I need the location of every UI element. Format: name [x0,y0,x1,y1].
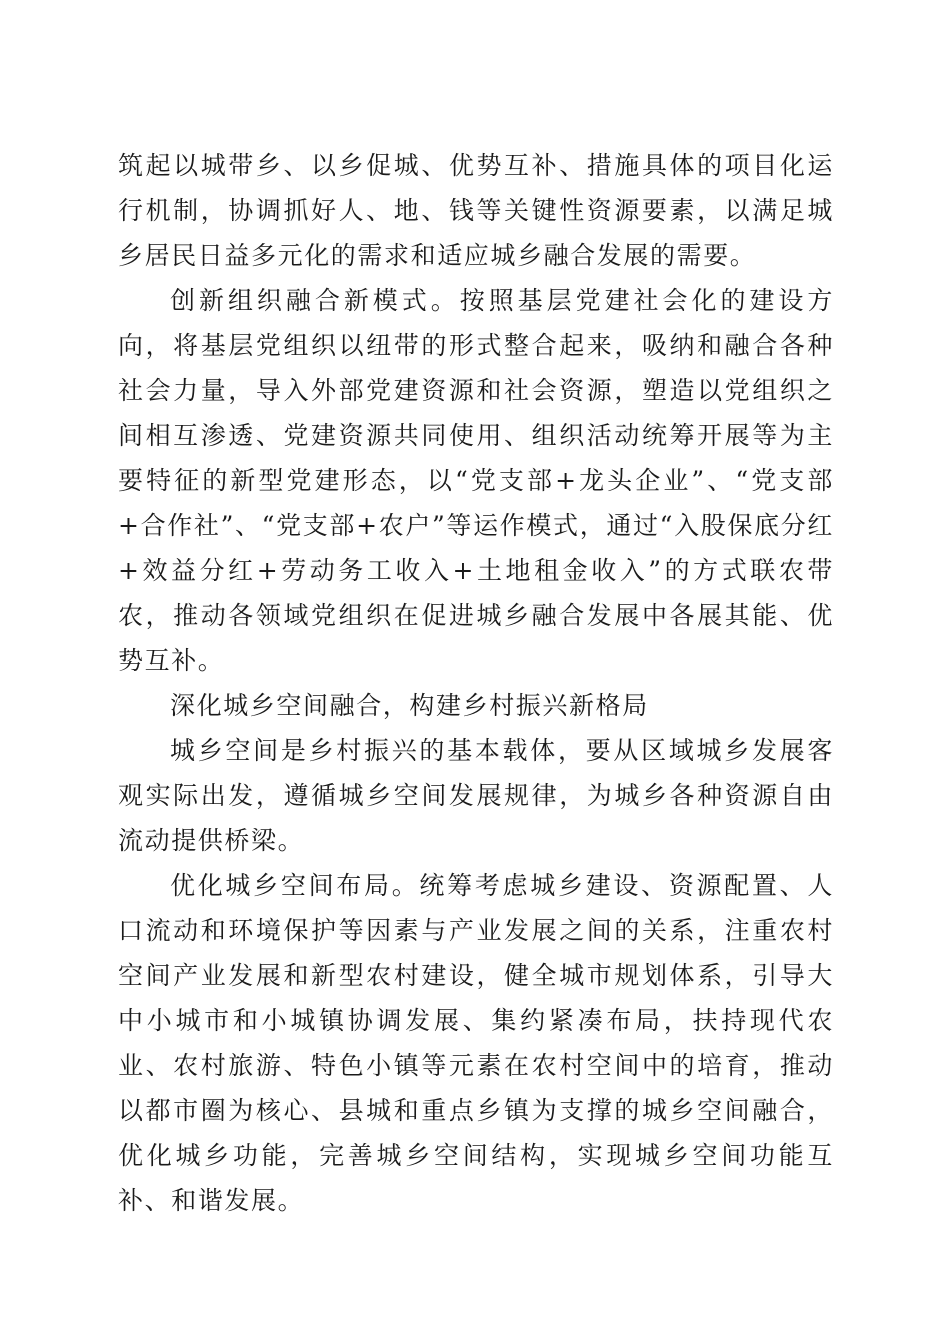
section-heading-spatial-integration: 深化城乡空间融合，构建乡村振兴新格局 [170,691,649,720]
paragraph-organization-integration: 创新组织融合新模式。按照基层党建社会化的建设方向，将基层党组织以纽带的形式整合起来，吸纳和融合各种社会力量，导入外部党建资源和社会资源，塑造以党组织之间相互渗透、党建资源共同使用、组织活动统筹开展等为主要特征的新型党建形态，以“党支部+龙头企业”、“党支部+合作社”、“党支部+农户”等运作模式，通过“入股保底分红+效益分红+劳动务工收入+土地租金收入”的方式联农带农，推动各领域党组织在促进城乡融合发展中各展其能、优势互补。 [118,286,834,675]
paragraph-continuation: 筑起以城带乡、以乡促城、优势互补、措施具体的项目化运行机制，协调抓好人、地、钱等关键性资源要素，以满足城乡居民日益多元化的需求和适应城乡融合发展的需要。 [118,151,834,270]
paragraph-spatial-carrier: 城乡空间是乡村振兴的基本载体，要从区域城乡发展客观实际出发，遵循城乡空间发展规律，为城乡各种资源自由流动提供桥梁。 [118,736,834,855]
paragraph-spatial-layout: 优化城乡空间布局。统筹考虑城乡建设、资源配置、人口流动和环境保护等因素与产业发展之间的关系，注重农村空间产业发展和新型农村建设，健全城市规划体系，引导大中小城市和小城镇协调发展、集约紧凑布局，扶持现代农业、农村旅游、特色小镇等元素在农村空间中的培育，推动以都市圈为核心、县城和重点乡镇为支撑的城乡空间融合，优化城乡功能，完善城乡空间结构，实现城乡空间功能互补、和谐发展。 [118,871,834,1215]
document-body [118,143,834,1223]
